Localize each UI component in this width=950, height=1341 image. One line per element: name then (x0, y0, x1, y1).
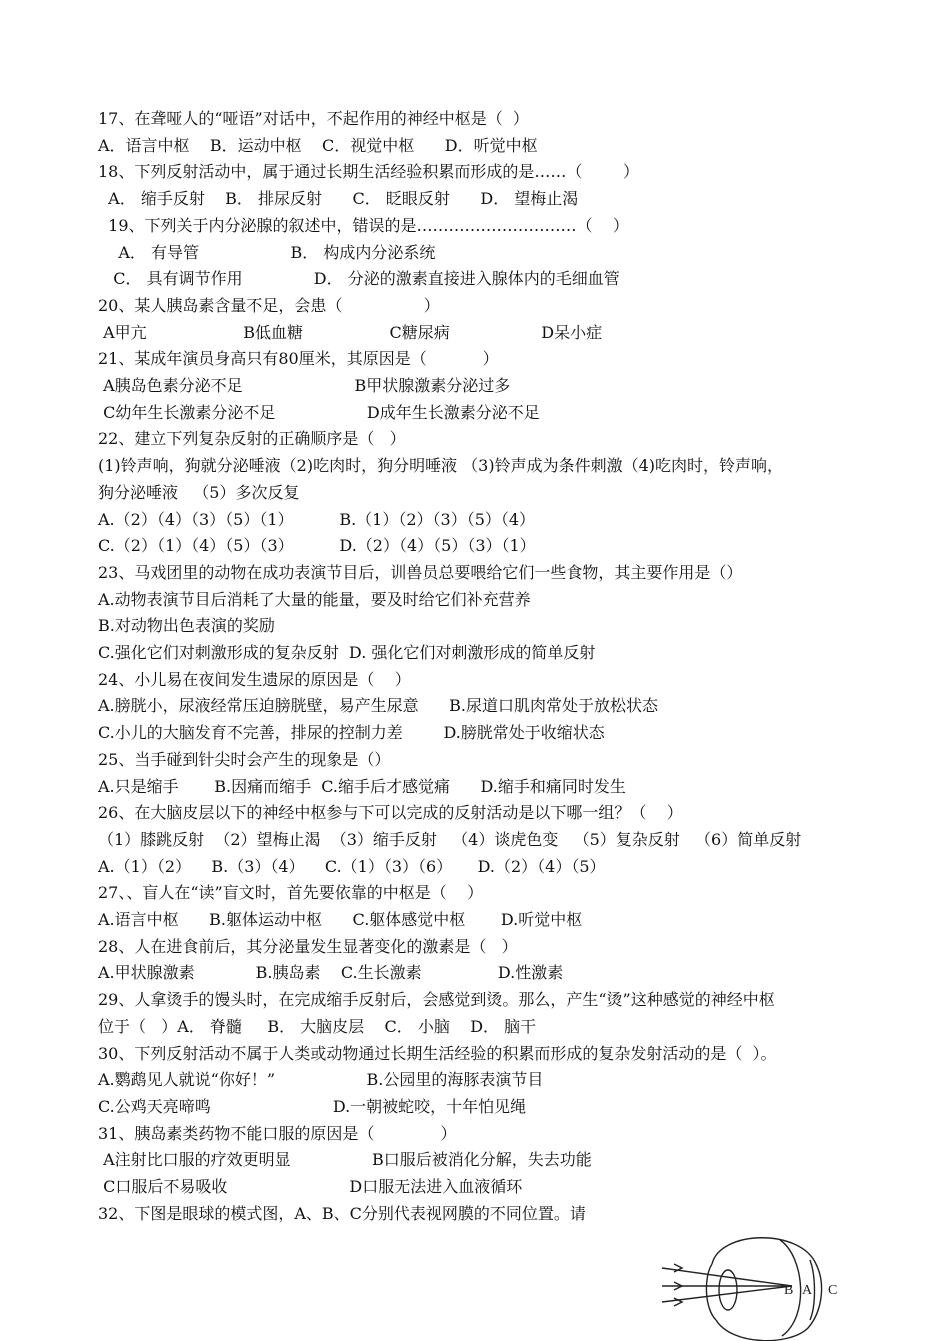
text-line: 25、当手碰到针尖时会产生的现象是（） (98, 750, 391, 769)
text-line: A． 有导管 B． 构成内分泌系统 (98, 243, 436, 262)
label-c: C (828, 1283, 838, 1298)
text-line: A.（2）（4）（3）（5）（1） B.（1）（2）（3）（5）（4） (98, 510, 536, 529)
text-line: C.公鸡天亮啼鸣 D.一朝被蛇咬，十年怕见绳 (98, 1097, 527, 1116)
text-line: A.语言中枢 B.躯体运动中枢 C.躯体感觉中枢 D.听觉中枢 (98, 910, 583, 929)
text-line: 19、下列关于内分泌腺的叙述中，错误的是…………………………（ ） (98, 216, 629, 235)
text-line: （1）膝跳反射 （2）望梅止渴 （3）缩手反射 （4）谈虎色变 （5）复杂反射 （6）简单反射 (98, 830, 802, 849)
text-line: C幼年生长激素分泌不足 D成年生长激素分泌不足 (98, 403, 540, 422)
text-line: B.对动物出色表演的奖励 (98, 616, 275, 635)
text-line: A.鹦鹉见人就说“你好！” B.公园里的海豚表演节目 (98, 1070, 544, 1089)
text-line: A.只是缩手 B.因痛而缩手 C.缩手后才感觉痛 D.缩手和痛同时发生 (98, 777, 626, 796)
text-line: C． 具有调节作用 D． 分泌的激素直接进入腺体内的毛细血管 (98, 269, 620, 288)
label-b: B (784, 1283, 794, 1298)
text-line: 31、胰岛素类药物不能口服的原因是（ ） (98, 1124, 457, 1143)
text-line: A.（1）（2） B.（3）（4） C.（1）（3）（6） D.（2）（4）（5） (98, 857, 606, 876)
text-line: 30、下列反射活动不属于人类或动物通过长期生活经验的积累而形成的复杂发射活动的是（ ）。 (98, 1044, 777, 1063)
text-line: 27、、盲人在“读”盲文时，首先要依靠的中枢是（ ） (98, 883, 484, 902)
text-line: 20、某人胰岛素含量不足，会患（ ） (98, 296, 440, 315)
text-line: 29、人拿烫手的馒头时，在完成缩手反射后，会感觉到烫。那么，产生“烫”这种感觉的神经中枢 (98, 990, 775, 1009)
text-line: 23、马戏团里的动物在成功表演节目后，训兽员总要喂给它们一些食物，其主要作用是（） (98, 563, 743, 582)
text-line: 32、下图是眼球的模式图，A、B、C分别代表视网膜的不同位置。请 (98, 1204, 586, 1223)
text-line: 28、人在进食前后，其分泌量发生显著变化的激素是（ ） (98, 937, 518, 956)
text-line: A甲亢 B低血糖 C糖尿病 D呆小症 (98, 323, 603, 342)
text-line: 狗分泌唾液 （5）多次反复 (98, 483, 300, 502)
text-line: 24、小儿易在夜间发生遗尿的原因是（ ） (98, 670, 411, 689)
eyeball-diagram (660, 1228, 850, 1341)
text-line: A注射比口服的疗效更明显 B口服后被消化分解，失去功能 (98, 1150, 592, 1169)
label-a: A (802, 1283, 813, 1298)
text-line: C口服后不易吸收 D口服无法进入血液循环 (98, 1177, 523, 1196)
text-line: C.小儿的大脑发育不完善，排尿的控制力差 D.膀胱常处于收缩状态 (98, 723, 605, 742)
text-line: 位于（ ）A． 脊髓 B． 大脑皮层 C． 小脑 D． 脑干 (98, 1017, 537, 1036)
text-line: 21、某成年演员身高只有80厘米，其原因是（ ） (98, 349, 499, 368)
text-line: 18、下列反射活动中，属于通过长期生活经验积累而形成的是……（ ） (98, 162, 640, 181)
light-ray-lower (662, 1286, 792, 1302)
text-line: A.动物表演节目后消耗了大量的能量，要及时给它们补充营养 (98, 590, 531, 609)
text-line: 22、建立下列复杂反射的正确顺序是（ ） (98, 429, 406, 448)
text-line: 17、在聋哑人的“哑语”对话中，不起作用的神经中枢是（ ） (98, 109, 529, 128)
text-line: C.强化它们对刺激形成的复杂反射 D. 强化它们对刺激形成的简单反射 (98, 643, 596, 662)
text-line: A.甲状腺激素 B.胰岛素 C.生长激素 D.性激素 (98, 963, 564, 982)
text-line: A．语言中枢 B．运动中枢 C．视觉中枢 D．听觉中枢 (98, 136, 538, 155)
lens (719, 1270, 737, 1310)
text-line: C.（2）（1）（4）（5）（3） D.（2）（4）（5）（3）（1） (98, 536, 536, 555)
text-line: (1)铃声响，狗就分泌唾液（2)吃肉时，狗分明唾液 （3)铃声成为条件刺激（4)吃肉时，铃声响， (98, 456, 784, 475)
text-line: A． 缩手反射 B． 排尿反射 C． 眨眼反射 D． 望梅止渴 (98, 189, 579, 208)
text-line: A.膀胱小，尿液经常压迫膀胱壁，易产生尿意 B.尿道口肌肉常处于放松状态 (98, 696, 659, 715)
text-line: 26、在大脑皮层以下的神经中枢参与下可以完成的反射活动是以下哪一组？（ ） (98, 803, 683, 822)
eyeball-diagram-svg (660, 1228, 850, 1341)
cornea (706, 1264, 716, 1320)
text-line: A胰岛色素分泌不足 B甲状腺激素分泌过多 (98, 376, 511, 395)
